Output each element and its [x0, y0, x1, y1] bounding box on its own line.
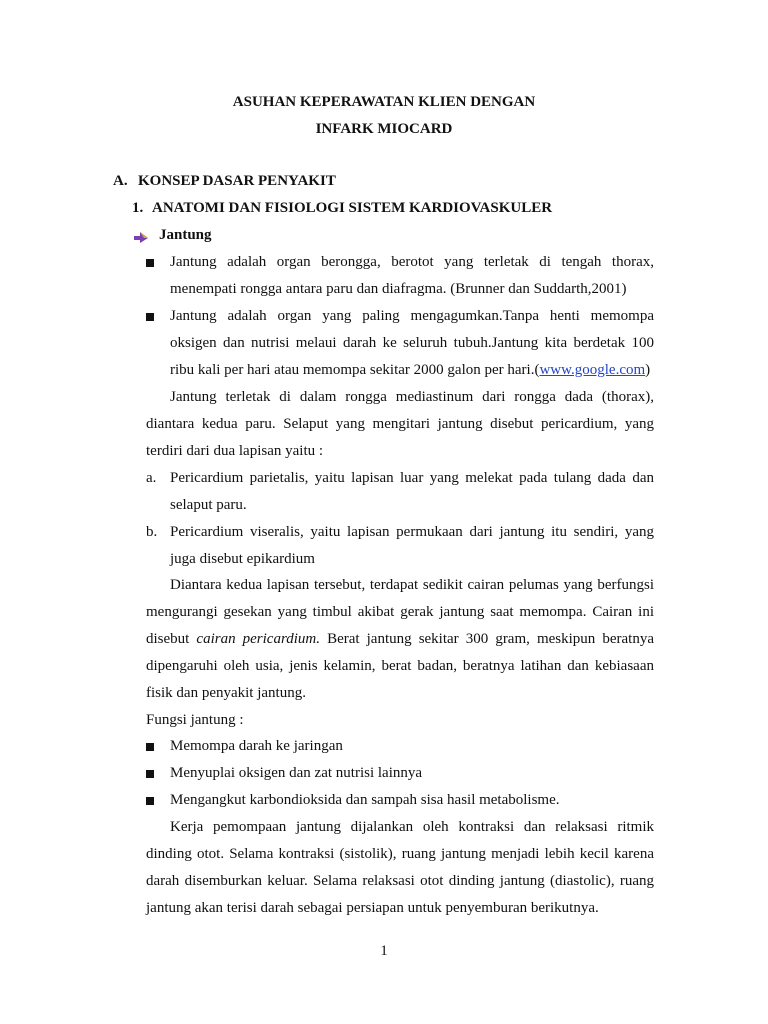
- paragraph-kerja: Kerja pemompaan jantung dijalankan oleh kontraksi dan relaksasi ritmik dinding otot. Selama kontraksi (sistolik), ruang jantung menjadi lebih kecil karena darah disemburkan keluar. Selama relaksasi otot dinding jantung (diastolic), ruang jantung akan terisi darah sebagai persiapan untuk penyemburan berikutnya.: [146, 819, 654, 916]
- jantung-heading: Jantung: [159, 227, 212, 243]
- subsection-marker: 1.: [132, 200, 144, 216]
- list-marker-b: b.: [146, 524, 158, 540]
- bullet-paragraph: Jantung adalah organ yang paling mengagumkan.Tanpa henti memompa oksigen dan nutrisi melaui darah ke seluruh tubuh.Jantung kita berdetak 100 ribu kali per hari atau memompa sekitar 2000 galon per hari.(www.google.com): [170, 308, 654, 378]
- lettered-item-a: Pericardium parietalis, yaitu lapisan luar yang melekat pada tulang dada dan selaput paru.: [170, 470, 654, 513]
- bullet-paragraph: Jantung adalah organ berongga, berotot yang terletak di tengah thorax, menempati rongga antara paru dan diafragma. (Brunner dan Suddarth,2001): [170, 254, 654, 297]
- list-marker-a: a.: [146, 470, 157, 486]
- bullet-paragraph-text: Jantung adalah organ yang paling mengagumkan.Tanpa henti memompa oksigen dan nutrisi melaui darah ke seluruh tubuh.Jantung kita berdetak 100 ribu kali per hari atau memompa sekitar 2000 galon per hari.: [170, 308, 654, 378]
- square-bullet-icon: [146, 313, 154, 321]
- cairan-term: cairan pericardium.: [196, 631, 320, 647]
- square-bullet-icon: [146, 770, 154, 778]
- arrow-bullet-icon: [134, 230, 150, 244]
- square-bullet-icon: [146, 259, 154, 267]
- section-a-marker: A.: [113, 173, 128, 189]
- paragraph-letak: Jantung terletak di dalam rongga mediastinum dari rongga dada (thorax), diantara kedua paru. Selaput yang mengitari jantung disebut pericardium, yang terdiri dari dua lapisan yaitu :: [146, 389, 654, 459]
- subsection-title: ANATOMI DAN FISIOLOGI SISTEM KARDIOVASKULER: [152, 200, 553, 216]
- page-number: 1: [380, 943, 388, 959]
- document-title-line1: ASUHAN KEPERAWATAN KLIEN DENGAN: [232, 94, 536, 110]
- paragraph-cairan-text-end: Berat jantung sekitar 300 gram, meskipun beratnya dipengaruhi oleh usia, jenis kelamin, berat badan, beratnya latihan dan kebiasaan fisik dan penyakit jantung.: [146, 631, 654, 701]
- google-link[interactable]: www.google.com: [539, 362, 646, 378]
- lettered-item-b: Pericardium viseralis, yaitu lapisan permukaan dari jantung itu sendiri, yang juga disebut epikardium: [170, 524, 654, 567]
- fungsi-item: Menyuplai oksigen dan zat nutrisi lainnya: [170, 765, 423, 781]
- square-bullet-icon: [146, 797, 154, 805]
- document-title-line2: INFARK MIOCARD: [315, 121, 453, 137]
- square-bullet-icon: [146, 743, 154, 751]
- paragraph-cairan-text: Diantara kedua lapisan tersebut, terdapat sedikit cairan pelumas yang berfungsi mengurangi gesekan yang timbul akibat gerak jantung saat memompa. Cairan ini disebut: [146, 577, 654, 647]
- fungsi-item: Memompa darah ke jaringan: [170, 738, 343, 754]
- paragraph-cairan: [146, 572, 654, 707]
- fungsi-label: Fungsi jantung :: [146, 712, 244, 728]
- fungsi-item: Mengangkut karbondioksida dan sampah sisa hasil metabolisme.: [170, 792, 560, 808]
- section-a-title: KONSEP DASAR PENYAKIT: [138, 173, 336, 189]
